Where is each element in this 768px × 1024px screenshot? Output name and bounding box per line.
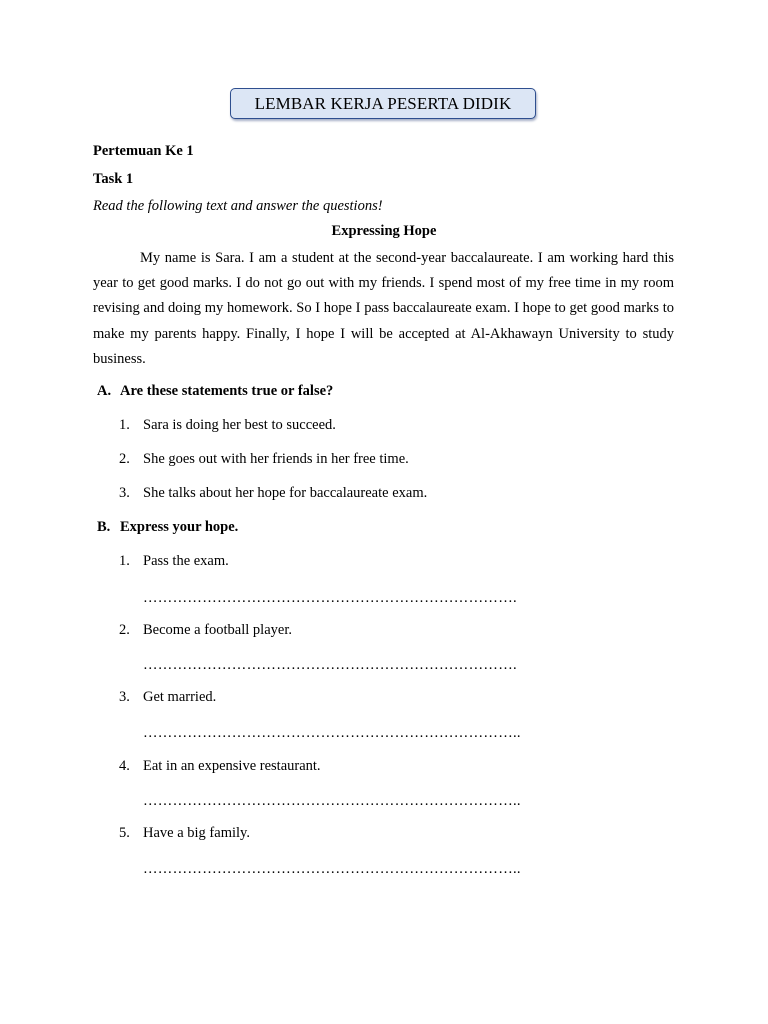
- hope-number: 5.: [119, 825, 130, 841]
- worksheet-title-box: [230, 88, 536, 119]
- reading-paragraph: [93, 246, 674, 372]
- meeting-label: Pertemuan Ke 1: [93, 143, 194, 159]
- hope-item: [119, 553, 229, 570]
- statement-item: [119, 485, 427, 502]
- statement-number: 1.: [119, 417, 130, 433]
- section-b-heading-text: Express your hope.: [120, 519, 239, 535]
- hope-number: 3.: [119, 689, 130, 705]
- hope-item: [119, 825, 250, 842]
- hope-prompt: Pass the exam.: [143, 553, 229, 569]
- hope-number: 1.: [119, 553, 130, 569]
- hope-item: [119, 758, 321, 775]
- task-label: Task 1: [93, 171, 134, 187]
- hope-prompt: Eat in an expensive restaurant.: [143, 758, 321, 774]
- answer-line[interactable]: ………………………………………………………………….: [143, 657, 517, 673]
- hope-item: [119, 689, 216, 706]
- statement-number: 2.: [119, 451, 130, 467]
- instruction-text: Read the following text and answer the questions!: [93, 198, 383, 214]
- reading-text-title: Expressing Hope: [331, 223, 437, 239]
- hope-prompt: Get married.: [143, 689, 217, 705]
- worksheet-title: LEMBAR KERJA PESERTA DIDIK: [254, 93, 512, 113]
- answer-line[interactable]: ………………………………………………………………….: [143, 590, 517, 606]
- answer-line[interactable]: …………………………………………………………………..: [143, 861, 521, 877]
- statement-text: Sara is doing her best to succeed.: [143, 417, 336, 433]
- hope-number: 2.: [119, 622, 130, 638]
- hope-number: 4.: [119, 758, 130, 774]
- section-a-heading: [97, 383, 333, 400]
- statement-number: 3.: [119, 485, 130, 501]
- statement-item: [119, 451, 409, 468]
- statement-item: [119, 417, 336, 434]
- hope-item: [119, 622, 292, 639]
- statement-text: She goes out with her friends in her free time.: [143, 451, 409, 467]
- answer-line[interactable]: …………………………………………………………………..: [143, 725, 521, 741]
- hope-prompt: Become a football player.: [143, 622, 292, 638]
- section-a-letter: A.: [97, 383, 112, 399]
- answer-line[interactable]: …………………………………………………………………..: [143, 793, 521, 809]
- section-b-letter: B.: [97, 519, 111, 535]
- statement-text: She talks about her hope for baccalaureate exam.: [143, 485, 428, 501]
- reading-paragraph-body: My name is Sara. I am a student at the second-year baccalaureate. I am working hard this year to get good marks. I do not go out with my friends. I spend most of my free time in my room revising and doing my homework. So I hope I pass baccalaureate exam. I hope to get good marks to make my parents happy. Finally, I hope I will be accepted at Al-Akhawayn University to study business.: [93, 250, 674, 367]
- hope-prompt: Have a big family.: [143, 825, 250, 841]
- section-b-heading: [97, 519, 238, 536]
- section-a-heading-text: Are these statements true or false?: [120, 383, 334, 399]
